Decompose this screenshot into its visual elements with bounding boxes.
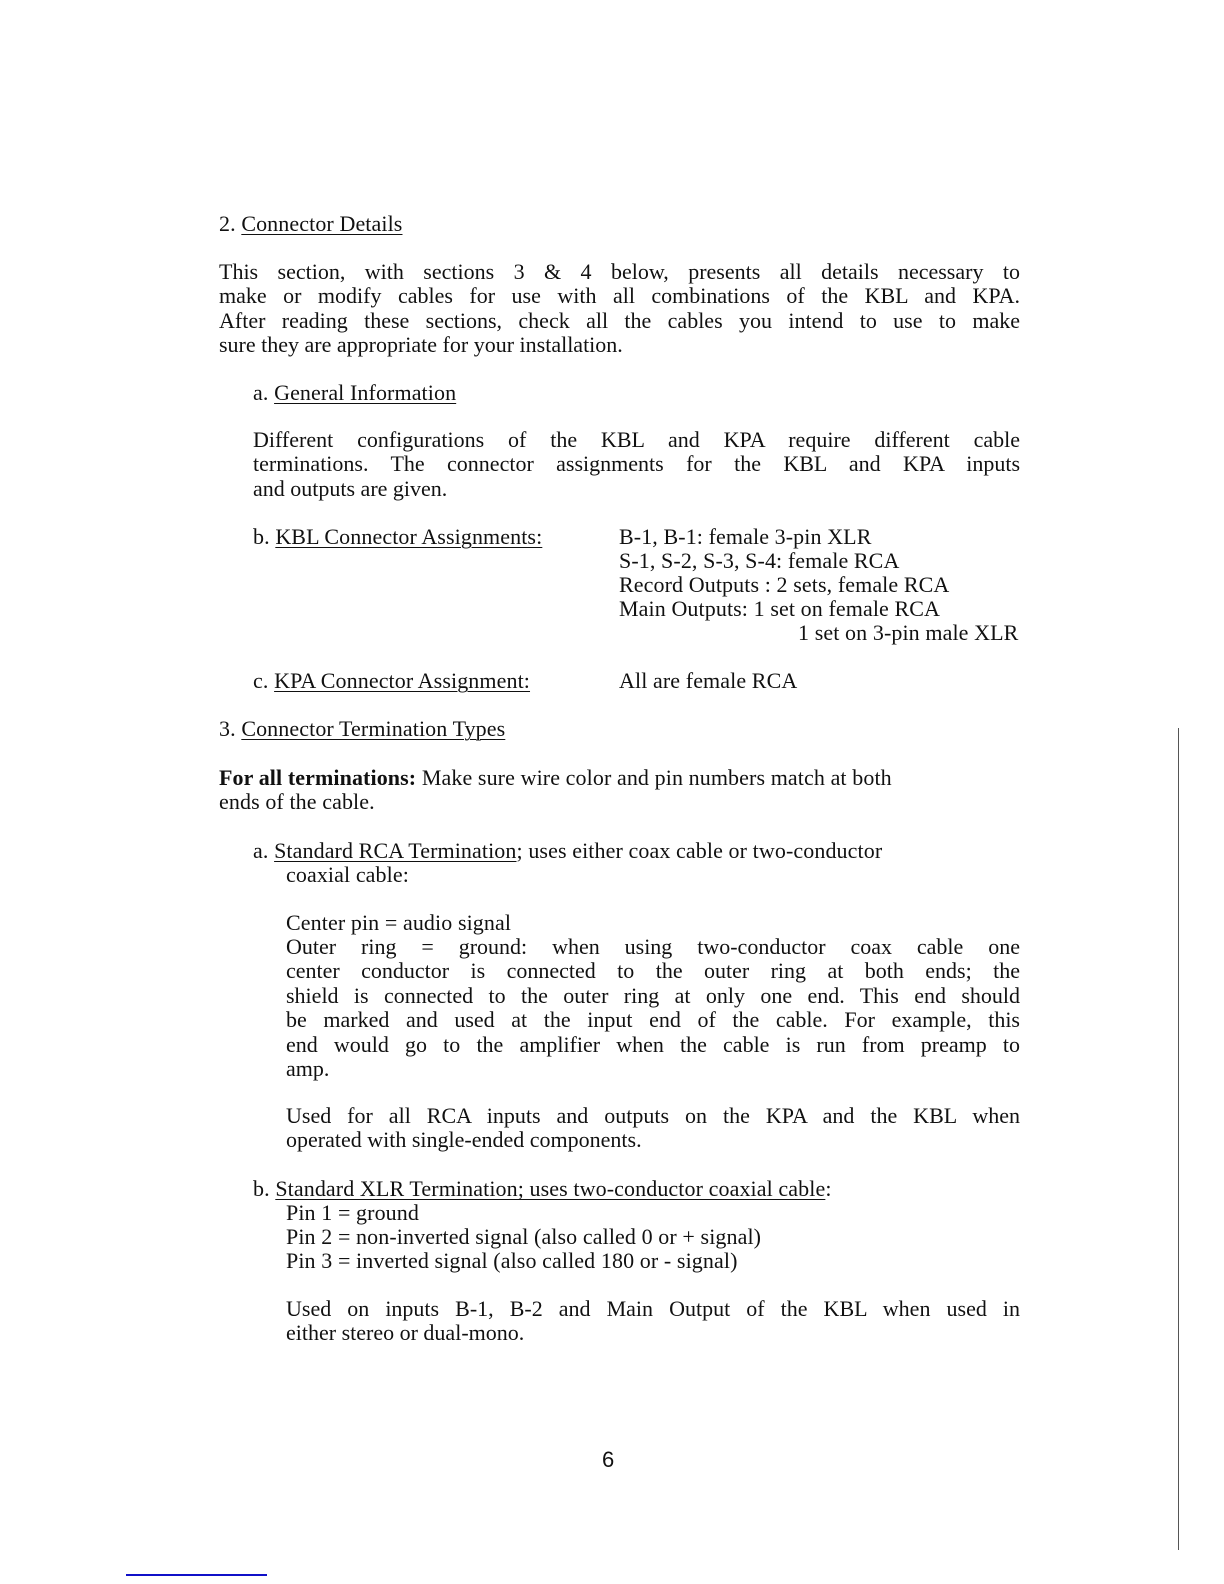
section-title: Connector Termination Types xyxy=(241,716,506,741)
kbl-assignment-item: 1 set on 3-pin male XLR xyxy=(798,620,1019,645)
paragraph-line: center conductor is connected to the outer ring at both ends; the xyxy=(286,958,1020,984)
section-3-heading xyxy=(219,717,505,742)
xlr-pin-item: Pin 2 = non-inverted signal (also called 0 or + signal) xyxy=(286,1224,762,1249)
paragraph-line: Outer ring = ground: when using two-conductor coax cable one xyxy=(286,934,1020,959)
section-2-intro xyxy=(219,260,1020,358)
paragraph-line: Different configurations of the KBL and KPA require different cable xyxy=(253,427,1020,452)
xlr-usage-text xyxy=(286,1297,1020,1346)
rca-outer-ring-text xyxy=(286,935,1020,1081)
section-number: 2. xyxy=(219,211,236,236)
paragraph-line: Used for all RCA inputs and outputs on the KPA and the KBL when xyxy=(286,1103,1020,1128)
subsection-title: Standard XLR Termination; uses two-conductor coaxial cable xyxy=(275,1176,826,1201)
xlr-pin-item: Pin 3 = inverted signal (also called 180 or - signal) xyxy=(286,1248,738,1273)
subsection-label: c. xyxy=(253,668,269,693)
subsection-label: b. xyxy=(253,1176,270,1201)
subsection-title: KBL Connector Assignments: xyxy=(275,524,543,549)
paragraph-line: make or modify cables for use with all combinations of the KBL and KPA. xyxy=(219,283,1020,309)
subsection-3a-heading xyxy=(253,839,1020,864)
paragraph-line: This section, with sections 3 & 4 below, presents all details necessary to xyxy=(219,259,1020,284)
subsection-3b-heading xyxy=(253,1177,832,1202)
note-text: Make sure wire color and pin numbers match at both xyxy=(416,765,892,790)
paragraph-line: amp. xyxy=(286,1056,330,1082)
page-number: 6 xyxy=(602,1447,615,1472)
paragraph-line: and outputs are given. xyxy=(253,475,448,501)
subsection-label: b. xyxy=(253,524,270,549)
kbl-assignment-item: Record Outputs : 2 sets, female RCA xyxy=(619,572,950,597)
paragraph-line: be marked and used at the input end of the cable. For example, this xyxy=(286,1007,1020,1033)
subsection-2b-heading xyxy=(253,525,542,550)
paragraph-line: shield is connected to the outer ring at only one end. This end should xyxy=(286,982,1020,1008)
subsection-title: Standard RCA Termination xyxy=(274,838,517,863)
note-label: For all terminations: xyxy=(219,765,417,790)
rca-center-pin: Center pin = audio signal xyxy=(286,910,512,935)
rca-usage-text xyxy=(286,1104,1020,1153)
paragraph-line: sure they are appropriate for your installation. xyxy=(219,332,623,358)
footnote-divider-line xyxy=(126,1574,267,1576)
subsection-title: General Information xyxy=(274,380,457,405)
kbl-assignment-item: S-1, S-2, S-3, S-4: female RCA xyxy=(619,548,900,573)
section-title: Connector Details xyxy=(241,211,403,236)
xlr-pin-item: Pin 1 = ground xyxy=(286,1200,419,1225)
rca-cable-line: coaxial cable: xyxy=(286,862,409,887)
paragraph-line: After reading these sections, check all the cables you intend to use to make xyxy=(219,307,1020,333)
subsection-title-suffix: ; uses either coax cable or two-conductor xyxy=(516,838,883,863)
subsection-label: a. xyxy=(253,838,269,863)
terminations-note xyxy=(219,766,892,791)
paragraph-line: terminations. The connector assignments for the KBL and KPA inputs xyxy=(253,451,1020,477)
subsection-2c-heading xyxy=(253,669,530,694)
section-2-heading xyxy=(219,212,402,237)
paragraph-line: end would go to the amplifier when the cable is run from preamp to xyxy=(286,1031,1020,1057)
subsection-label: a. xyxy=(253,380,269,405)
subsection-2a-text xyxy=(253,428,1020,501)
kbl-assignment-item: Main Outputs: 1 set on female RCA xyxy=(619,596,941,621)
subsection-2a-heading xyxy=(253,381,456,406)
kbl-assignment-item: B-1, B-1: female 3-pin XLR xyxy=(619,524,872,549)
subsection-title: KPA Connector Assignment: xyxy=(274,668,531,693)
terminations-note-cont: ends of the cable. xyxy=(219,789,375,814)
paragraph-line: operated with single-ended components. xyxy=(286,1127,642,1153)
subsection-title-suffix: : xyxy=(825,1176,832,1201)
paragraph-line: either stereo or dual-mono. xyxy=(286,1320,525,1346)
kpa-assignment-value: All are female RCA xyxy=(619,668,798,693)
section-number: 3. xyxy=(219,716,236,741)
paragraph-line: Used on inputs B-1, B-2 and Main Output of the KBL when used in xyxy=(286,1296,1020,1321)
scan-edge-line xyxy=(1178,728,1179,1550)
